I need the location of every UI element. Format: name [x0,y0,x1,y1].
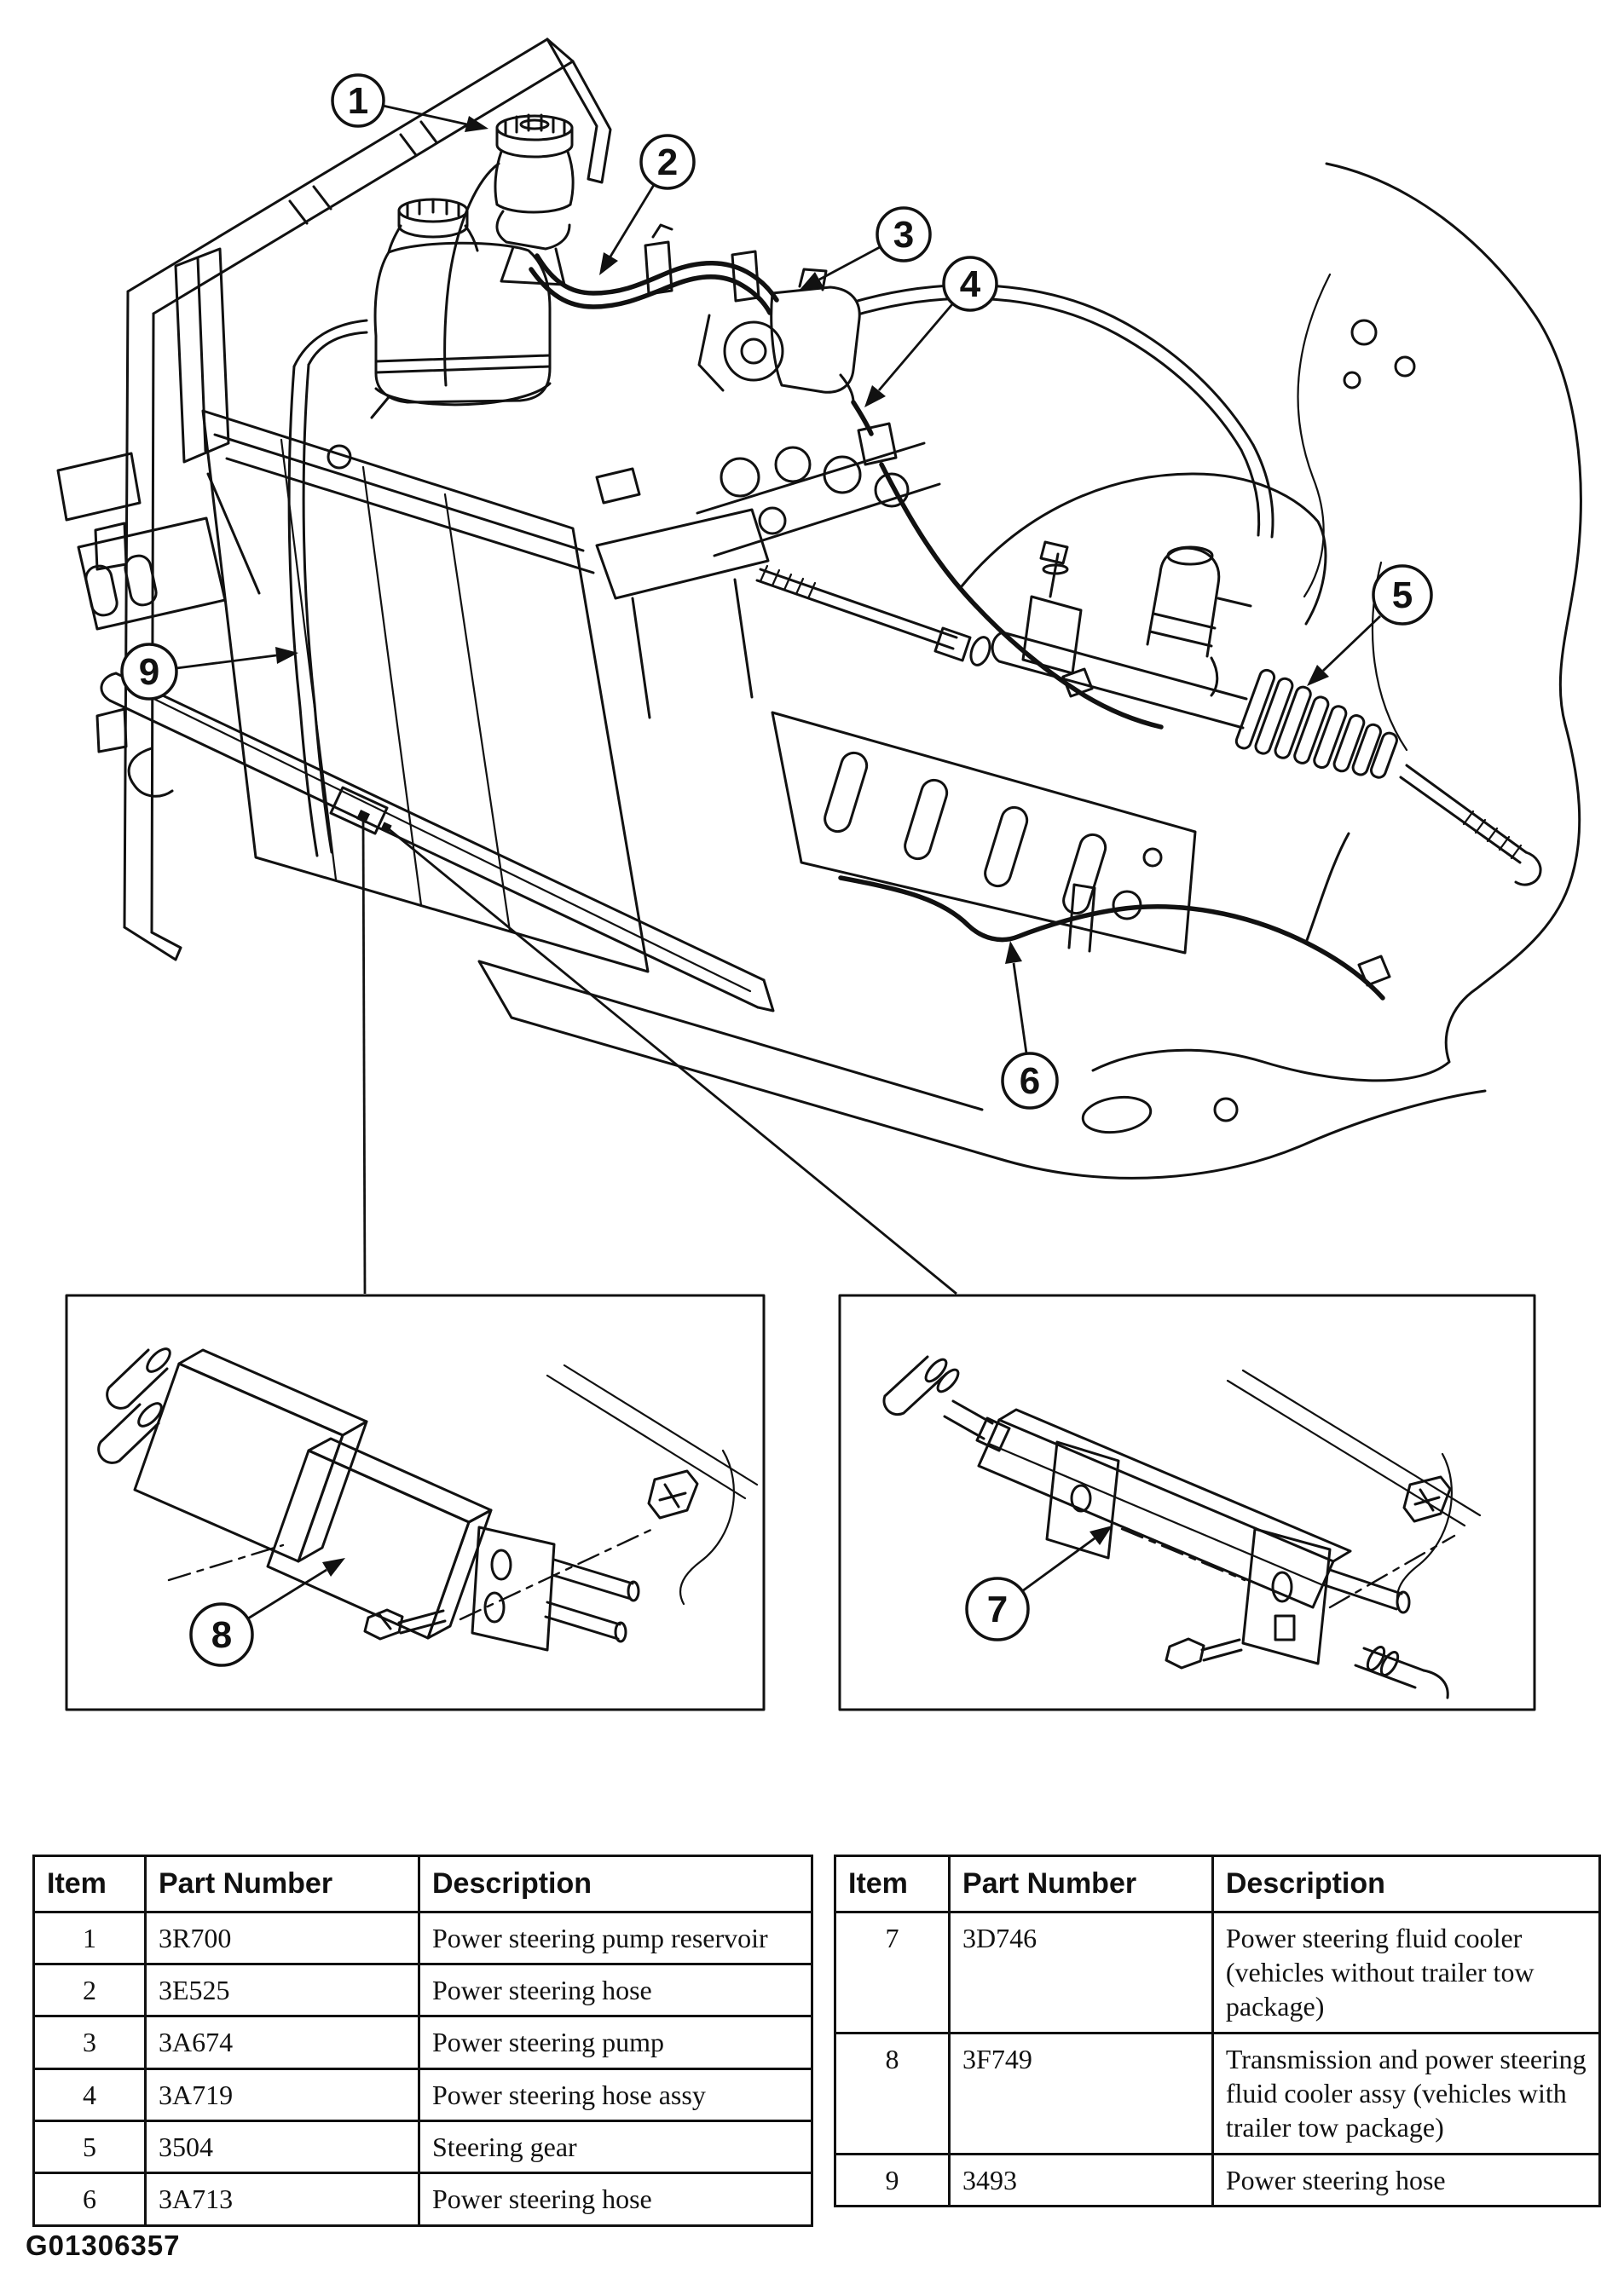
table-row [835,2033,1600,2154]
cell-item: 4 [34,2068,146,2120]
callout-3-label: 3 [893,214,915,256]
table-row [835,2154,1600,2206]
cell-part-number: 3A674 [146,2016,419,2068]
callout-6-label: 6 [1019,1060,1041,1102]
cell-item: 7 [835,1912,950,2033]
cell-description: Steering gear [419,2121,812,2173]
col-header-item: Item [34,1856,146,1912]
table-row [34,1912,812,1964]
arrowhead [1005,941,1022,964]
tie-rod-left [757,566,993,667]
cell-item: 2 [34,1964,146,2016]
cell-part-number: 3A713 [146,2173,419,2225]
steering-gear-bellows [1234,668,1399,779]
apron-panel [697,443,939,556]
cell-item: 9 [835,2154,950,2206]
cell-description: Power steering hose [419,2173,812,2225]
arrowhead [599,252,618,275]
callout-3 [800,208,930,290]
callout-5-label: 5 [1391,574,1413,616]
callout-7-label: 7 [986,1589,1009,1630]
cell-description: Power steering fluid cooler (vehicles without trailer tow package) [1212,1912,1599,2033]
table-header-row [34,1856,812,1912]
cell-part-number: 3504 [146,2121,419,2173]
callout-9 [122,644,298,699]
callout-1-label: 1 [347,80,369,122]
engine-bay-line-art [58,39,1581,1294]
coolant-reservoir [372,199,550,418]
table-row [34,2121,812,2173]
cell-part-number: 3D746 [950,1912,1213,2033]
table-header-row [835,1856,1600,1912]
fan-shroud-parts [597,469,768,718]
cell-part-number: 3F749 [950,2033,1213,2154]
cell-part-number: 3R700 [146,1912,419,1964]
callout-8 [191,1558,345,1665]
table-row [34,2016,812,2068]
cell-description: Power steering pump reservoir [419,1912,812,1964]
callout-6 [1003,941,1057,1108]
parts-table-left [32,1855,813,2227]
cell-item: 1 [34,1912,146,1964]
subframe-bottom [479,961,1485,1178]
suction-hose [531,225,777,313]
col-header-item: Item [835,1856,950,1912]
col-header-part-number: Part Number [950,1856,1213,1912]
cell-description: Power steering pump [419,2016,812,2068]
callout-5 [1307,566,1431,686]
radiator [203,411,648,972]
power-steering-pump [699,269,859,402]
arrowhead [864,385,886,407]
inset-trans-ps-cooler [66,1295,764,1710]
table-row [34,2068,812,2120]
callout-4-label: 4 [959,263,981,305]
col-header-description: Description [419,1856,812,1912]
left-radiator-hose [289,320,367,856]
callout-1 [332,75,488,132]
callouts [122,75,1431,1665]
figure-code: G01306357 [26,2230,181,2261]
cell-part-number: 3493 [950,2154,1213,2206]
cell-description: Transmission and power steering fluid cooler assy (vehicles with trailer tow package) [1212,2033,1599,2154]
table-row [34,1964,812,2016]
inset-left-frame [66,1295,764,1710]
cell-item: 3 [34,2016,146,2068]
cell-part-number: 3E525 [146,1964,419,2016]
cell-item: 5 [34,2121,146,2173]
lower-crossmember [772,712,1195,953]
table-row [835,1912,1600,2033]
cell-description: Power steering hose [419,1964,812,2016]
col-header-description: Description [1212,1856,1599,1912]
table-row [34,2173,812,2225]
fender-apron [959,164,1581,1081]
cell-description: Power steering hose assy [419,2068,812,2120]
steering-gear [992,542,1540,885]
cell-item: 8 [835,2033,950,2154]
power-steering-reservoir [445,115,574,385]
inset-right-frame [840,1295,1535,1710]
cell-part-number: 3A719 [146,2068,419,2120]
inset-ps-cooler [840,1295,1535,1710]
bumper-beam [101,673,773,1011]
callout-7 [967,1526,1113,1640]
cell-item: 6 [34,2173,146,2225]
callout-8-label: 8 [211,1614,233,1656]
callout-9-label: 9 [138,651,160,693]
cell-description: Power steering hose [1212,2154,1599,2206]
inset-leader-lines [363,816,957,1294]
col-header-part-number: Part Number [146,1856,419,1912]
callout-2-label: 2 [656,141,679,183]
callout-4 [864,257,997,407]
arrowhead [322,1558,345,1577]
parts-table-right [834,1855,1601,2207]
